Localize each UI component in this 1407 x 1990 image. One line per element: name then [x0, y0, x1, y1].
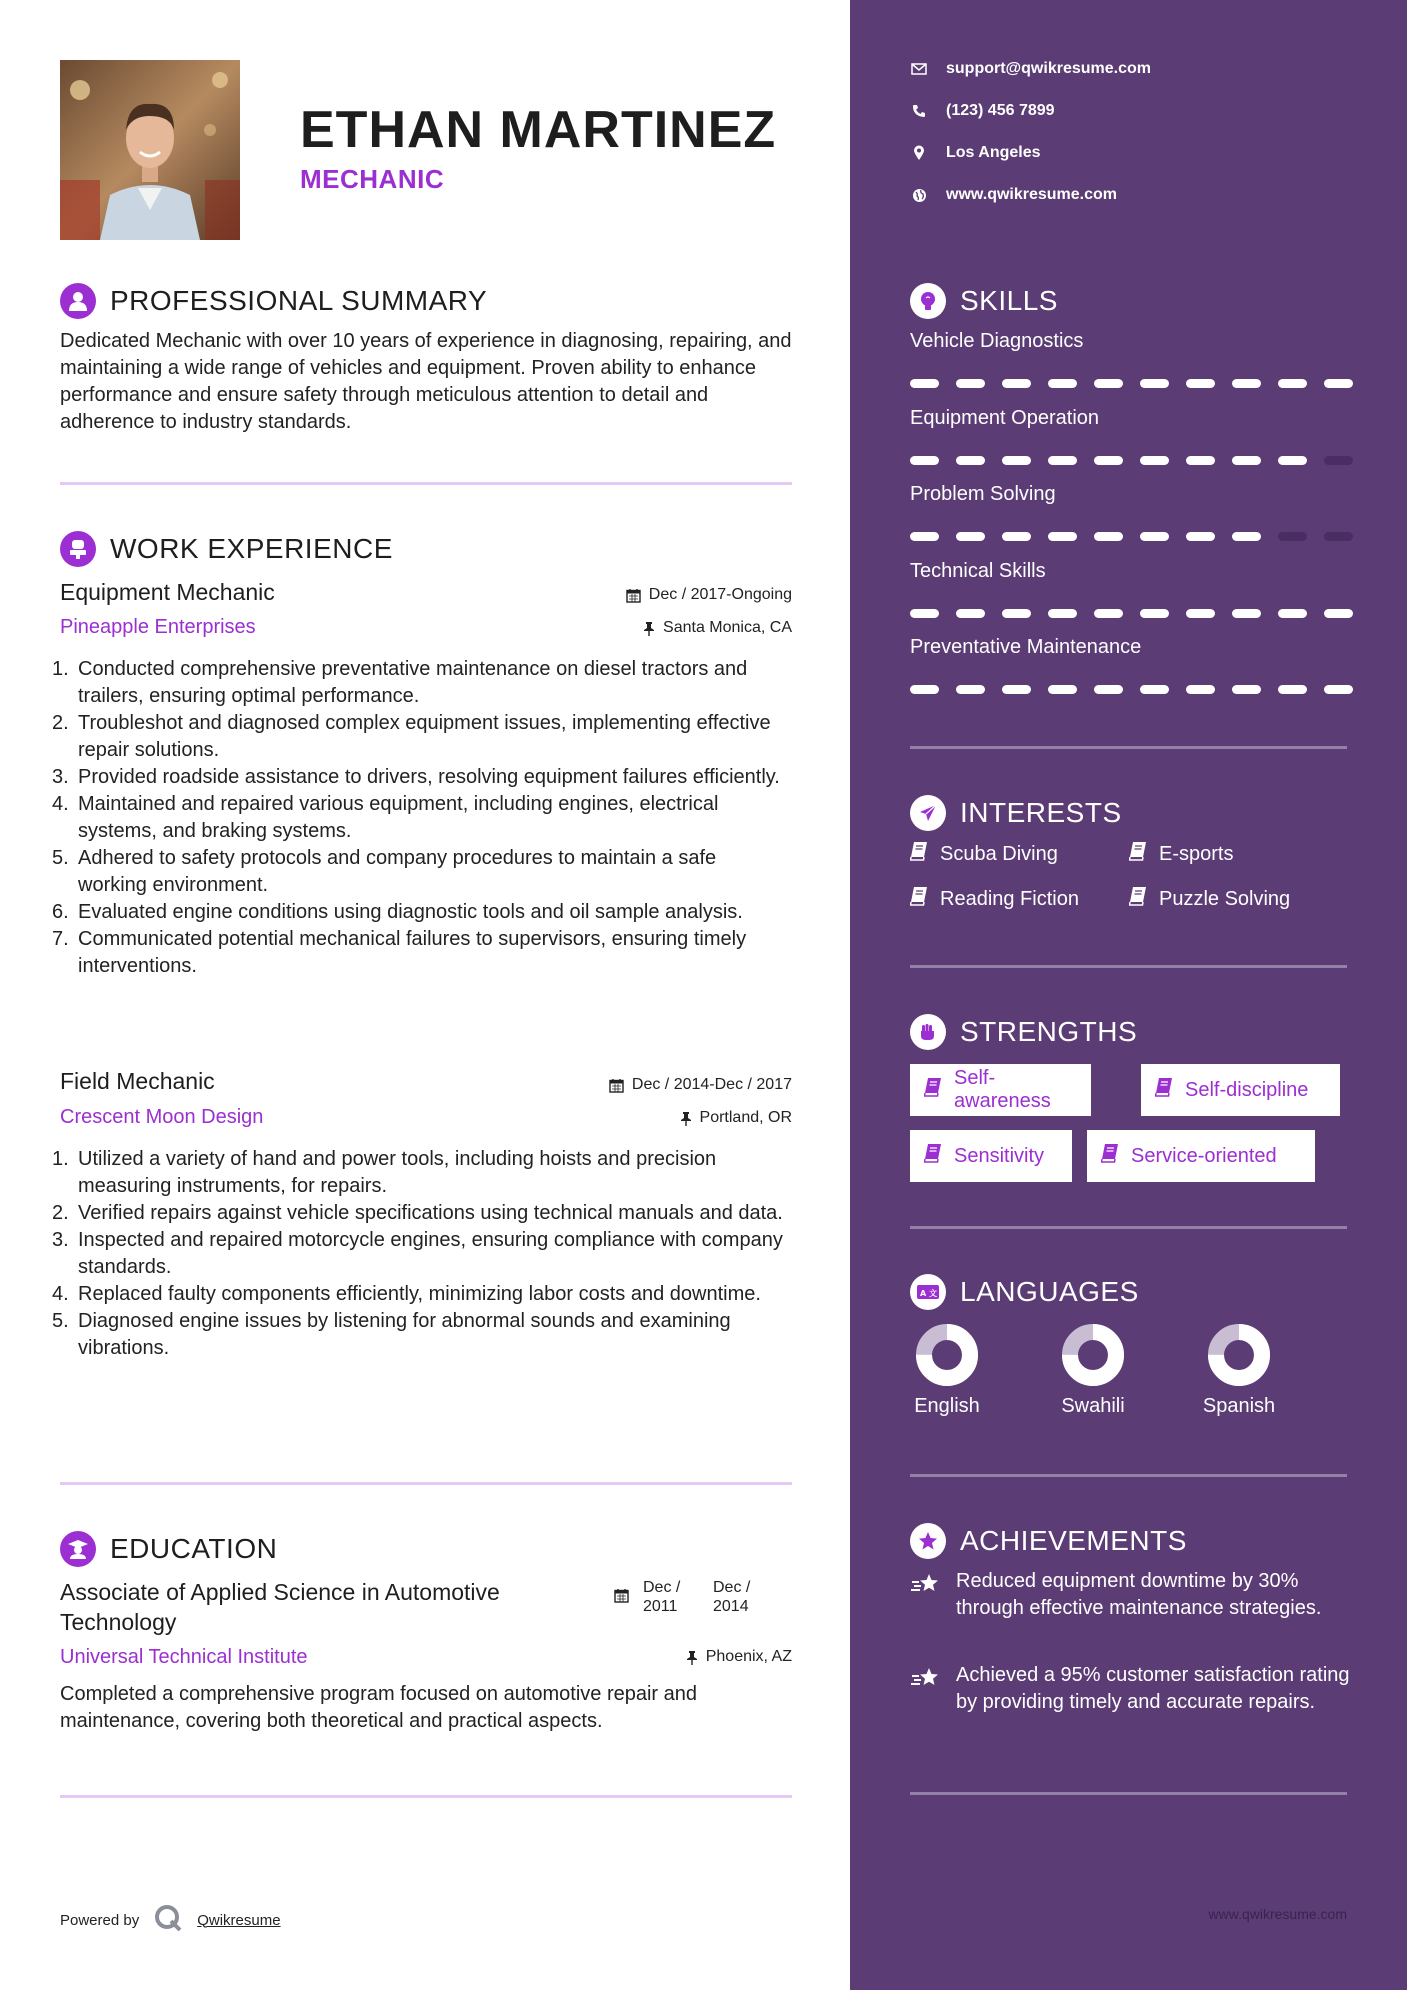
list-item: Maintained and repaired various equipment, including engines, electrical systems, and braking systems.	[78, 793, 719, 842]
footer-site-link[interactable]: www.qwikresume.com	[1208, 1906, 1347, 1922]
qwikresume-logo-icon	[153, 1903, 183, 1937]
section-divider	[910, 1474, 1347, 1477]
language-name: Swahili	[1061, 1395, 1125, 1417]
book-icon	[1129, 841, 1147, 867]
skill-level-segment	[1186, 456, 1215, 465]
skill-level-segment	[1186, 532, 1215, 541]
powered-by: Powered by Qwikresume	[60, 1903, 281, 1937]
skill-level-segment	[1002, 379, 1031, 388]
skill-level-segment	[1048, 532, 1077, 541]
skill-name: Problem Solving	[910, 483, 1056, 505]
language-proficiency-ring	[1207, 1323, 1271, 1387]
qwikresume-link[interactable]: Qwikresume	[197, 1911, 281, 1929]
shooting-star-icon	[910, 1568, 942, 1622]
section-divider	[60, 482, 792, 485]
skill-level-segment	[1002, 532, 1031, 541]
book-icon	[910, 841, 928, 867]
language-name: English	[914, 1395, 980, 1417]
education-degree: Associate of Applied Science in Automotive Technology	[60, 1579, 500, 1635]
skill-level-segment	[1232, 456, 1261, 465]
list-item: Communicated potential mechanical failures to supervisors, ensuring timely interventions.	[78, 928, 747, 977]
language-proficiency-ring	[915, 1323, 979, 1387]
list-item: Replaced faulty components efficiently, minimizing labor costs and downtime.	[78, 1283, 761, 1305]
skill-name: Equipment Operation	[910, 406, 1100, 429]
skill-level-segment	[910, 609, 939, 618]
skill-level-segment	[956, 379, 985, 388]
skill-level-segment	[1186, 609, 1215, 618]
svg-text:A: A	[920, 1289, 927, 1298]
section-divider	[910, 1792, 1347, 1795]
profile-photo	[60, 60, 240, 240]
achievements-heading: ACHIEVEMENTS	[910, 1523, 1187, 1559]
education-dates: Dec / 2011 Dec / 2014	[614, 1578, 769, 1616]
interest-item: E-sports	[1129, 841, 1233, 867]
skill-level-segment	[1094, 456, 1123, 465]
skill-level-segment	[956, 532, 985, 541]
skill-level-segment	[910, 532, 939, 541]
achievement-item: Reduced equipment downtime by 30% through effective maintenance strategies.	[910, 1568, 1350, 1622]
skill-level-segment	[1232, 685, 1261, 694]
skill-level-segment	[956, 456, 985, 465]
pushpin-icon	[643, 621, 655, 636]
skill-name: Technical Skills	[910, 559, 1046, 582]
calendar-icon	[626, 588, 641, 603]
strength-tag: Self-discipline	[1141, 1064, 1340, 1116]
education-description: Completed a comprehensive program focused on automotive repair and maintenance, covering both theoretical and practical aspects.	[60, 1683, 698, 1732]
list-item: Inspected and repaired motorcycle engines, ensuring compliance with company standards.	[78, 1229, 783, 1278]
briefcase-icon	[60, 531, 96, 567]
book-icon	[924, 1143, 942, 1169]
summary-heading: PROFESSIONAL SUMMARY	[60, 283, 487, 319]
section-divider	[60, 1795, 792, 1798]
list-item: Troubleshot and diagnosed complex equipment issues, implementing effective repair solutions.	[78, 712, 771, 761]
job-title: Field Mechanic	[60, 1068, 215, 1094]
book-icon	[1129, 886, 1147, 912]
strength-tag: Service-oriented	[1087, 1130, 1315, 1182]
skill-level-segment	[1232, 379, 1261, 388]
skill-level-segment	[1140, 379, 1169, 388]
job-duties-list	[50, 1146, 790, 1362]
skill-level-bar	[910, 685, 1353, 694]
book-icon	[924, 1077, 942, 1103]
envelope-icon	[910, 63, 928, 75]
skill-level-segment	[1186, 379, 1215, 388]
star-badge-icon	[910, 1523, 946, 1559]
book-icon	[1155, 1077, 1173, 1103]
skill-name: Preventative Maintenance	[910, 636, 1142, 658]
skill-level-segment	[1094, 609, 1123, 618]
job-company: Crescent Moon Design	[60, 1106, 264, 1128]
pushpin-icon	[686, 1650, 698, 1665]
interest-item: Scuba Diving	[910, 841, 1058, 867]
experience-heading: WORK EXPERIENCE	[60, 531, 393, 567]
skill-level-segment	[1232, 609, 1261, 618]
job-location: Santa Monica, CA	[643, 619, 792, 637]
skill-level-segment	[1278, 379, 1307, 388]
contact-email[interactable]: support@qwikresume.com	[910, 60, 1151, 78]
skill-name: Vehicle Diagnostics	[910, 330, 1084, 352]
skill-level-segment	[1140, 456, 1169, 465]
pushpin-icon	[680, 1111, 692, 1126]
skill-level-bar	[910, 379, 1353, 388]
contact-location: Los Angeles	[910, 144, 1041, 162]
skill-level-segment	[1140, 685, 1169, 694]
list-item: Verified repairs against vehicle specifications using technical manuals and data.	[78, 1202, 783, 1224]
education-location: Phoenix, AZ	[686, 1648, 792, 1666]
skill-level-segment	[1324, 379, 1353, 388]
calendar-icon	[609, 1078, 624, 1093]
skill-level-segment	[956, 609, 985, 618]
book-icon	[910, 886, 928, 912]
language-item	[1184, 1323, 1294, 1418]
language-proficiency-ring	[1061, 1323, 1125, 1387]
section-divider	[910, 746, 1347, 749]
strength-tag: Sensitivity	[910, 1130, 1072, 1182]
interest-item: Reading Fiction	[910, 886, 1079, 912]
fist-icon	[910, 1014, 946, 1050]
skill-level-segment	[1002, 609, 1031, 618]
lightbulb-icon	[910, 283, 946, 319]
skill-level-segment	[1278, 685, 1307, 694]
svg-text:文: 文	[929, 1289, 937, 1298]
paper-plane-icon	[910, 795, 946, 831]
skill-level-segment	[1094, 685, 1123, 694]
summary-text: Dedicated Mechanic with over 10 years of experience in diagnosing, repairing, and maintaining a wide range of vehicles and equipment. Proven ability to enhance performance and ensure safety through meticulous attention to detail and adherence to industry standards.	[60, 330, 792, 433]
list-item: Conducted comprehensive preventative maintenance on diesel tractors and trailers, ensuring optimal performance.	[78, 658, 748, 707]
phone-icon	[910, 104, 928, 118]
job-location: Portland, OR	[680, 1109, 792, 1127]
education-school: Universal Technical Institute	[60, 1646, 308, 1668]
skill-level-bar	[910, 456, 1353, 465]
graduate-icon	[60, 1531, 96, 1567]
skill-level-segment	[1324, 609, 1353, 618]
skill-level-segment	[1140, 609, 1169, 618]
list-item: Adhered to safety protocols and company procedures to maintain a safe working environment.	[78, 847, 717, 896]
skill-level-segment	[1048, 609, 1077, 618]
languages-heading: A 文 LANGUAGES	[910, 1274, 1139, 1310]
skill-level-segment	[1048, 379, 1077, 388]
strength-tag: Self-awareness	[910, 1064, 1091, 1116]
language-name: Spanish	[1202, 1395, 1276, 1417]
skill-level-segment	[1232, 532, 1261, 541]
skill-level-segment	[1094, 379, 1123, 388]
skill-level-segment	[910, 456, 939, 465]
user-icon	[60, 283, 96, 319]
skill-level-segment	[910, 685, 939, 694]
skills-heading: SKILLS	[910, 283, 1058, 319]
skill-level-segment	[1186, 685, 1215, 694]
job-dates: Dec / 2014-Dec / 2017	[609, 1076, 792, 1094]
list-item: Diagnosed engine issues by listening for abnormal sounds and examining vibrations.	[78, 1310, 731, 1359]
skill-level-segment	[1094, 532, 1123, 541]
candidate-name: ETHAN MARTINEZ	[300, 101, 777, 159]
job-duties-list	[50, 656, 790, 980]
calendar-icon	[614, 1578, 629, 1616]
section-divider	[910, 1226, 1347, 1229]
skill-level-segment	[956, 685, 985, 694]
skill-level-segment	[1002, 456, 1031, 465]
skill-level-segment	[1002, 685, 1031, 694]
list-item: Provided roadside assistance to drivers, resolving equipment failures efficiently.	[78, 766, 780, 788]
section-divider	[60, 1482, 792, 1485]
list-item: Evaluated engine conditions using diagnostic tools and oil sample analysis.	[78, 901, 743, 923]
achievement-item: Achieved a 95% customer satisfaction rating by providing timely and accurate repairs.	[910, 1662, 1350, 1716]
contact-phone[interactable]: (123) 456 7899	[910, 102, 1055, 120]
job-title: Equipment Mechanic	[60, 579, 275, 605]
skill-level-segment	[1324, 456, 1353, 465]
interest-item: Puzzle Solving	[1129, 886, 1290, 912]
translate-icon	[910, 1274, 946, 1310]
skill-level-segment	[1048, 685, 1077, 694]
section-divider	[910, 965, 1347, 968]
list-item: Utilized a variety of hand and power tools, including hoists and precision measuring instruments, for repairs.	[78, 1148, 717, 1197]
skill-level-bar	[910, 609, 1353, 618]
skill-level-bar	[910, 532, 1353, 541]
shooting-star-icon	[910, 1662, 942, 1716]
job-company: Pineapple Enterprises	[60, 616, 256, 638]
skill-level-segment	[1278, 532, 1307, 541]
globe-icon	[910, 188, 928, 203]
skill-level-segment	[1140, 532, 1169, 541]
job-dates: Dec / 2017-Ongoing	[626, 586, 792, 604]
language-item	[1038, 1323, 1148, 1418]
book-icon	[1101, 1143, 1119, 1169]
map-pin-icon	[910, 145, 928, 161]
education-heading: EDUCATION	[60, 1531, 277, 1567]
skill-level-segment	[1324, 532, 1353, 541]
skill-level-segment	[1048, 456, 1077, 465]
interests-heading: INTERESTS	[910, 795, 1122, 831]
language-item	[892, 1323, 1002, 1418]
contact-website[interactable]: www.qwikresume.com	[910, 186, 1117, 204]
strengths-heading: STRENGTHS	[910, 1014, 1137, 1050]
candidate-job-title: MECHANIC	[300, 164, 445, 194]
skill-level-segment	[1278, 456, 1307, 465]
skill-level-segment	[1324, 685, 1353, 694]
skill-level-segment	[1278, 609, 1307, 618]
skill-level-segment	[910, 379, 939, 388]
